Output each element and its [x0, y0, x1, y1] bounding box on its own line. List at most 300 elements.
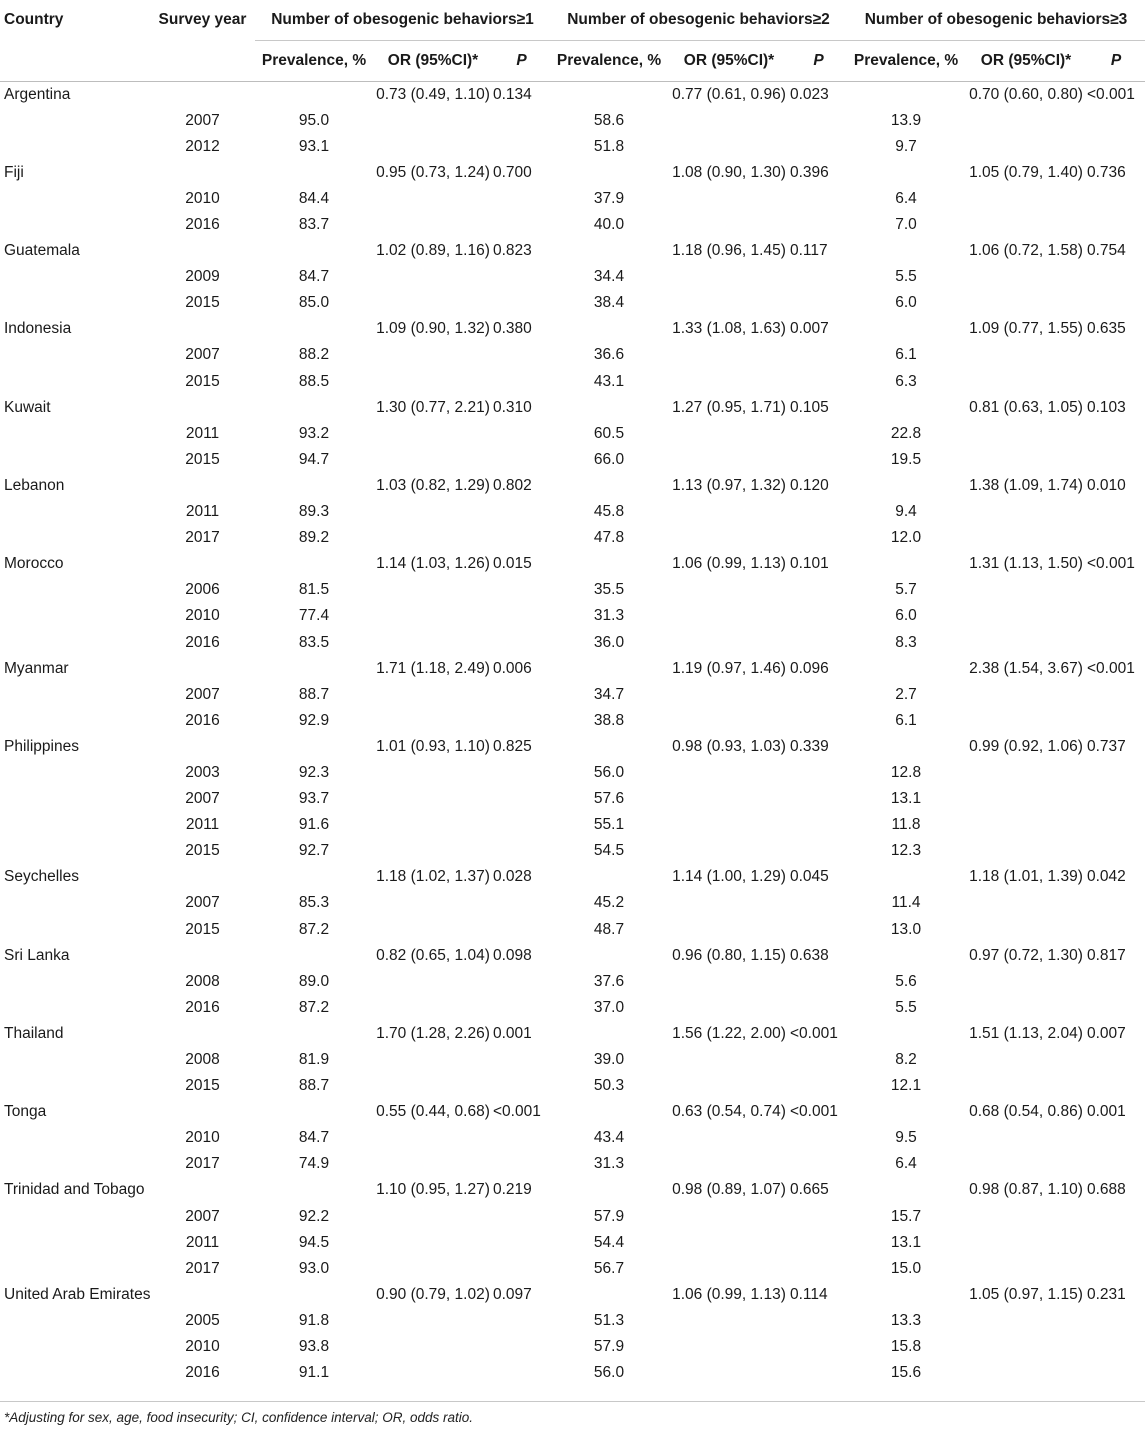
- odds-ratio-2: 1.18 (0.96, 1.45): [672, 242, 786, 260]
- survey-year: 2016: [185, 633, 220, 651]
- header-prevalence-1: Prevalence, %: [261, 52, 367, 69]
- empty-cell: [1087, 108, 1145, 134]
- empty-cell: [550, 1282, 668, 1308]
- empty-cell: [965, 447, 1087, 473]
- empty-cell: [373, 969, 493, 995]
- header-prevalence-3: Prevalence, %: [853, 52, 959, 69]
- table-row: [0, 421, 1145, 447]
- empty-cell: [493, 1151, 550, 1177]
- header-prevalence-2: Prevalence, %: [556, 52, 662, 69]
- empty-cell: [0, 1230, 150, 1256]
- country-name: Myanmar: [4, 659, 69, 677]
- empty-cell: [373, 1230, 493, 1256]
- empty-cell: [0, 682, 150, 708]
- p-value-3: 0.231: [1087, 1285, 1126, 1303]
- table-row: [0, 1151, 1145, 1177]
- empty-cell: [790, 682, 847, 708]
- empty-cell: [790, 969, 847, 995]
- empty-cell: [1087, 1256, 1145, 1282]
- empty-cell: [493, 995, 550, 1021]
- empty-cell: [373, 108, 493, 134]
- empty-cell: [668, 682, 790, 708]
- prevalence-3: 7.0: [895, 216, 917, 234]
- empty-cell: [965, 1360, 1087, 1386]
- empty-cell: [373, 290, 493, 316]
- odds-ratio-3: 0.97 (0.72, 1.30): [969, 946, 1083, 964]
- empty-cell: [493, 1073, 550, 1099]
- odds-ratio-1: 1.03 (0.82, 1.29): [376, 476, 490, 494]
- empty-cell: [668, 1125, 790, 1151]
- empty-cell: [150, 473, 255, 499]
- empty-cell: [790, 760, 847, 786]
- empty-cell: [668, 499, 790, 525]
- empty-cell: [0, 577, 150, 603]
- odds-ratio-2: 0.96 (0.80, 1.15): [672, 946, 786, 964]
- empty-cell: [790, 1073, 847, 1099]
- empty-cell: [150, 1021, 255, 1047]
- survey-year: 2012: [185, 137, 220, 155]
- survey-year: 2010: [185, 607, 220, 625]
- empty-cell: [1087, 1073, 1145, 1099]
- empty-cell: [847, 1099, 965, 1125]
- empty-cell: [965, 629, 1087, 655]
- table-row: [0, 864, 1145, 890]
- country-name: United Arab Emirates: [4, 1285, 151, 1303]
- empty-cell: [373, 760, 493, 786]
- prevalence-3: 22.8: [890, 424, 922, 442]
- empty-cell: [0, 995, 150, 1021]
- table-row: [0, 1256, 1145, 1282]
- header-survey-year: Survey year: [158, 11, 247, 29]
- table-row: [0, 82, 1145, 108]
- table-row: [0, 760, 1145, 786]
- prevalence-2: 36.0: [593, 633, 625, 651]
- empty-cell: [965, 1204, 1087, 1230]
- empty-cell: [493, 264, 550, 290]
- country-name: Thailand: [4, 1024, 64, 1042]
- p-value-1: 0.028: [493, 868, 532, 886]
- p-value-3: 0.010: [1087, 476, 1126, 494]
- empty-cell: [0, 212, 150, 238]
- empty-cell: [550, 1021, 668, 1047]
- empty-cell: [790, 812, 847, 838]
- empty-cell: [1087, 838, 1145, 864]
- empty-cell: [790, 1308, 847, 1334]
- empty-cell: [373, 134, 493, 160]
- table-row: [0, 577, 1145, 603]
- empty-cell: [965, 969, 1087, 995]
- header-blank: [150, 41, 255, 82]
- empty-cell: [373, 264, 493, 290]
- empty-cell: [0, 525, 150, 551]
- empty-cell: [668, 995, 790, 1021]
- odds-ratio-1: 1.10 (0.95, 1.27): [376, 1181, 490, 1199]
- p-value-2: 0.114: [790, 1285, 828, 1303]
- empty-cell: [965, 577, 1087, 603]
- empty-cell: [847, 1282, 965, 1308]
- prevalence-1: 89.2: [298, 529, 330, 547]
- table-row: [0, 186, 1145, 212]
- p-value-1: 0.001: [493, 1024, 532, 1042]
- prevalence-1: 93.0: [298, 1259, 330, 1277]
- p-value-1: 0.700: [493, 163, 532, 181]
- empty-cell: [493, 1125, 550, 1151]
- prevalence-3: 12.3: [890, 842, 922, 860]
- empty-cell: [255, 734, 373, 760]
- empty-cell: [373, 212, 493, 238]
- empty-cell: [668, 1256, 790, 1282]
- empty-cell: [150, 1177, 255, 1203]
- empty-cell: [150, 734, 255, 760]
- table-row: [0, 734, 1145, 760]
- survey-year: 2011: [185, 503, 220, 521]
- empty-cell: [373, 186, 493, 212]
- empty-cell: [790, 1151, 847, 1177]
- prevalence-2: 56.7: [593, 1259, 625, 1277]
- p-value-1: 0.825: [493, 737, 532, 755]
- empty-cell: [493, 290, 550, 316]
- odds-ratio-1: 1.70 (1.28, 2.26): [376, 1024, 490, 1042]
- header-or-3: OR (95%CI)*: [980, 52, 1072, 69]
- country-name: Morocco: [4, 555, 64, 573]
- p-value-2: 0.105: [790, 398, 829, 416]
- empty-cell: [493, 760, 550, 786]
- p-value-1: 0.802: [493, 476, 532, 494]
- empty-cell: [965, 290, 1087, 316]
- empty-cell: [790, 525, 847, 551]
- prevalence-3: 15.8: [890, 1338, 922, 1356]
- empty-cell: [493, 629, 550, 655]
- p-value-1: 0.097: [493, 1285, 532, 1303]
- empty-cell: [373, 1151, 493, 1177]
- empty-cell: [965, 264, 1087, 290]
- table-row: [0, 786, 1145, 812]
- survey-year: 2010: [185, 1338, 220, 1356]
- prevalence-1: 85.3: [298, 894, 330, 912]
- empty-cell: [965, 786, 1087, 812]
- survey-year: 2016: [185, 998, 220, 1016]
- odds-ratio-3: 1.18 (1.01, 1.39): [969, 868, 1083, 886]
- prevalence-3: 15.6: [890, 1364, 922, 1382]
- p-value-3: 0.737: [1087, 737, 1126, 755]
- p-value-3: 0.042: [1087, 868, 1126, 886]
- table-row: [0, 1125, 1145, 1151]
- survey-year: 2017: [185, 1259, 220, 1277]
- empty-cell: [0, 1073, 150, 1099]
- header-p-2: P: [813, 52, 824, 69]
- empty-cell: [668, 369, 790, 395]
- empty-cell: [0, 369, 150, 395]
- empty-cell: [0, 421, 150, 447]
- odds-ratio-3: 1.09 (0.77, 1.55): [969, 320, 1083, 338]
- prevalence-3: 13.0: [890, 920, 922, 938]
- prevalence-1: 91.1: [298, 1364, 330, 1382]
- empty-cell: [493, 838, 550, 864]
- odds-ratio-3: 0.98 (0.87, 1.10): [969, 1181, 1083, 1199]
- empty-cell: [965, 917, 1087, 943]
- odds-ratio-3: 1.31 (1.13, 1.50): [969, 555, 1083, 573]
- prevalence-2: 51.3: [593, 1311, 625, 1329]
- odds-ratio-2: 1.33 (1.08, 1.63): [672, 320, 786, 338]
- empty-cell: [790, 1047, 847, 1073]
- prevalence-2: 36.6: [593, 346, 625, 364]
- p-value-3: <0.001: [1087, 85, 1135, 103]
- empty-cell: [255, 864, 373, 890]
- prevalence-2: 55.1: [593, 816, 625, 834]
- empty-cell: [0, 708, 150, 734]
- empty-cell: [790, 108, 847, 134]
- prevalence-3: 11.4: [891, 894, 921, 912]
- header-group-2: Number of obesogenic behaviors≥2: [550, 0, 847, 41]
- empty-cell: [668, 577, 790, 603]
- empty-cell: [965, 186, 1087, 212]
- survey-year: 2006: [185, 581, 220, 599]
- odds-ratio-2: 1.19 (0.97, 1.46): [672, 659, 786, 677]
- p-value-2: 0.117: [790, 242, 828, 260]
- empty-cell: [668, 342, 790, 368]
- header-p-3: P: [1110, 52, 1122, 69]
- table-row: [0, 1308, 1145, 1334]
- table-row: [0, 1099, 1145, 1125]
- survey-year: 2015: [185, 450, 220, 468]
- odds-ratio-2: 1.06 (0.99, 1.13): [672, 555, 786, 573]
- survey-year: 2011: [185, 424, 220, 442]
- table-row: [0, 212, 1145, 238]
- empty-cell: [0, 1047, 150, 1073]
- prevalence-1: 83.5: [298, 633, 330, 651]
- empty-cell: [150, 316, 255, 342]
- table-row: [0, 838, 1145, 864]
- table-row: [0, 447, 1145, 473]
- empty-cell: [965, 1334, 1087, 1360]
- empty-cell: [1087, 786, 1145, 812]
- prevalence-2: 51.8: [593, 137, 625, 155]
- empty-cell: [790, 577, 847, 603]
- table-row: [0, 682, 1145, 708]
- prevalence-3: 9.4: [895, 503, 917, 521]
- empty-cell: [668, 525, 790, 551]
- empty-cell: [790, 421, 847, 447]
- table-row: [0, 134, 1145, 160]
- odds-ratio-3: 1.38 (1.09, 1.74): [969, 476, 1083, 494]
- empty-cell: [790, 1125, 847, 1151]
- odds-ratio-1: 0.82 (0.65, 1.04): [376, 946, 490, 964]
- survey-year: 2008: [185, 972, 220, 990]
- prevalence-1: 84.7: [298, 268, 330, 286]
- empty-cell: [965, 212, 1087, 238]
- country-name: Trinidad and Tobago: [4, 1181, 145, 1199]
- empty-cell: [668, 838, 790, 864]
- odds-ratio-1: 1.14 (1.03, 1.26): [376, 555, 490, 573]
- survey-year: 2007: [185, 1207, 220, 1225]
- empty-cell: [790, 447, 847, 473]
- empty-cell: [790, 1334, 847, 1360]
- empty-cell: [668, 108, 790, 134]
- table-row: [0, 1230, 1145, 1256]
- empty-cell: [493, 1334, 550, 1360]
- p-value-2: 0.339: [790, 737, 829, 755]
- p-value-3: 0.103: [1087, 398, 1126, 416]
- empty-cell: [0, 1204, 150, 1230]
- empty-cell: [150, 656, 255, 682]
- prevalence-1: 92.7: [298, 842, 330, 860]
- survey-year: 2007: [185, 894, 220, 912]
- empty-cell: [790, 1230, 847, 1256]
- table-row: [0, 1334, 1145, 1360]
- prevalence-2: 45.8: [593, 503, 625, 521]
- empty-cell: [255, 1021, 373, 1047]
- prevalence-2: 43.1: [593, 372, 625, 390]
- empty-cell: [668, 1334, 790, 1360]
- empty-cell: [493, 447, 550, 473]
- prevalence-3: 6.1: [895, 711, 917, 729]
- empty-cell: [1087, 1151, 1145, 1177]
- country-name: Indonesia: [4, 320, 72, 338]
- empty-cell: [1087, 1204, 1145, 1230]
- p-value-2: 0.045: [790, 868, 829, 886]
- empty-cell: [373, 682, 493, 708]
- table-row: [0, 656, 1145, 682]
- p-value-2: 0.007: [790, 320, 829, 338]
- empty-cell: [255, 1177, 373, 1203]
- p-value-3: 0.688: [1087, 1181, 1126, 1199]
- table-row: [0, 369, 1145, 395]
- survey-year: 2015: [185, 920, 220, 938]
- empty-cell: [373, 1256, 493, 1282]
- empty-cell: [550, 395, 668, 421]
- empty-cell: [965, 1256, 1087, 1282]
- empty-cell: [150, 1282, 255, 1308]
- prevalence-2: 34.7: [593, 685, 625, 703]
- empty-cell: [255, 82, 373, 108]
- empty-cell: [373, 421, 493, 447]
- footnote: *Adjusting for sex, age, food insecurity; CI, confidence interval; OR, odds ratio.: [4, 1410, 473, 1425]
- empty-cell: [965, 1230, 1087, 1256]
- prevalence-1: 92.9: [298, 711, 330, 729]
- empty-cell: [150, 864, 255, 890]
- p-value-2: <0.001: [790, 1103, 838, 1121]
- empty-cell: [668, 760, 790, 786]
- table-row: [0, 160, 1145, 186]
- empty-cell: [790, 786, 847, 812]
- prevalence-3: 5.5: [895, 998, 917, 1016]
- empty-cell: [493, 969, 550, 995]
- prevalence-1: 93.8: [298, 1338, 330, 1356]
- table-row: [0, 917, 1145, 943]
- empty-cell: [847, 473, 965, 499]
- survey-year: 2017: [185, 529, 220, 547]
- empty-cell: [255, 473, 373, 499]
- empty-cell: [373, 629, 493, 655]
- prevalence-2: 58.6: [593, 111, 625, 129]
- empty-cell: [493, 369, 550, 395]
- empty-cell: [965, 421, 1087, 447]
- table-row: [0, 995, 1145, 1021]
- table-row: [0, 395, 1145, 421]
- empty-cell: [790, 369, 847, 395]
- table-row: [0, 708, 1145, 734]
- odds-ratio-1: 1.18 (1.02, 1.37): [376, 868, 490, 886]
- prevalence-2: 31.3: [593, 607, 625, 625]
- empty-cell: [1087, 290, 1145, 316]
- empty-cell: [965, 1047, 1087, 1073]
- prevalence-3: 8.3: [895, 633, 917, 651]
- prevalence-1: 77.4: [298, 607, 330, 625]
- p-value-3: <0.001: [1087, 555, 1135, 573]
- empty-cell: [373, 1308, 493, 1334]
- country-name: Tonga: [4, 1103, 47, 1121]
- empty-cell: [550, 551, 668, 577]
- odds-ratio-1: 0.95 (0.73, 1.24): [376, 163, 490, 181]
- country-name: Seychelles: [4, 868, 79, 886]
- table-row: [0, 1021, 1145, 1047]
- empty-cell: [493, 1204, 550, 1230]
- prevalence-3: 9.7: [895, 137, 917, 155]
- empty-cell: [790, 995, 847, 1021]
- empty-cell: [965, 838, 1087, 864]
- empty-cell: [493, 1256, 550, 1282]
- prevalence-1: 84.7: [298, 1129, 330, 1147]
- empty-cell: [965, 1125, 1087, 1151]
- empty-cell: [0, 342, 150, 368]
- empty-cell: [1087, 264, 1145, 290]
- empty-cell: [150, 238, 255, 264]
- empty-cell: [493, 108, 550, 134]
- p-value-1: <0.001: [493, 1103, 541, 1121]
- empty-cell: [668, 1360, 790, 1386]
- empty-cell: [373, 525, 493, 551]
- table-row: [0, 499, 1145, 525]
- empty-cell: [373, 1073, 493, 1099]
- empty-cell: [373, 1360, 493, 1386]
- table-bottom-rule: [0, 1401, 1145, 1402]
- empty-cell: [550, 943, 668, 969]
- empty-cell: [373, 995, 493, 1021]
- odds-ratio-3: 1.06 (0.72, 1.58): [969, 242, 1083, 260]
- empty-cell: [847, 734, 965, 760]
- prevalence-2: 50.3: [593, 1077, 625, 1095]
- odds-ratio-2: 1.13 (0.97, 1.32): [672, 476, 786, 494]
- prevalence-1: 93.2: [298, 424, 330, 442]
- empty-cell: [550, 734, 668, 760]
- empty-cell: [493, 917, 550, 943]
- prevalence-3: 6.4: [895, 1155, 917, 1173]
- survey-year: 2016: [185, 711, 220, 729]
- empty-cell: [965, 1308, 1087, 1334]
- empty-cell: [550, 864, 668, 890]
- odds-ratio-1: 1.02 (0.89, 1.16): [376, 242, 490, 260]
- empty-cell: [493, 421, 550, 447]
- prevalence-3: 15.0: [890, 1259, 922, 1277]
- prevalence-1: 93.7: [298, 790, 330, 808]
- prevalence-2: 48.7: [593, 920, 625, 938]
- table-row: [0, 473, 1145, 499]
- empty-cell: [373, 499, 493, 525]
- empty-cell: [847, 82, 965, 108]
- empty-cell: [373, 812, 493, 838]
- table-row: [0, 316, 1145, 342]
- odds-ratio-1: 0.73 (0.49, 1.10): [376, 85, 490, 103]
- prevalence-3: 6.0: [895, 294, 917, 312]
- empty-cell: [0, 264, 150, 290]
- empty-cell: [847, 238, 965, 264]
- empty-cell: [493, 1360, 550, 1386]
- empty-cell: [1087, 577, 1145, 603]
- p-value-2: 0.638: [790, 946, 829, 964]
- empty-cell: [668, 290, 790, 316]
- prevalence-1: 83.7: [298, 216, 330, 234]
- empty-cell: [965, 525, 1087, 551]
